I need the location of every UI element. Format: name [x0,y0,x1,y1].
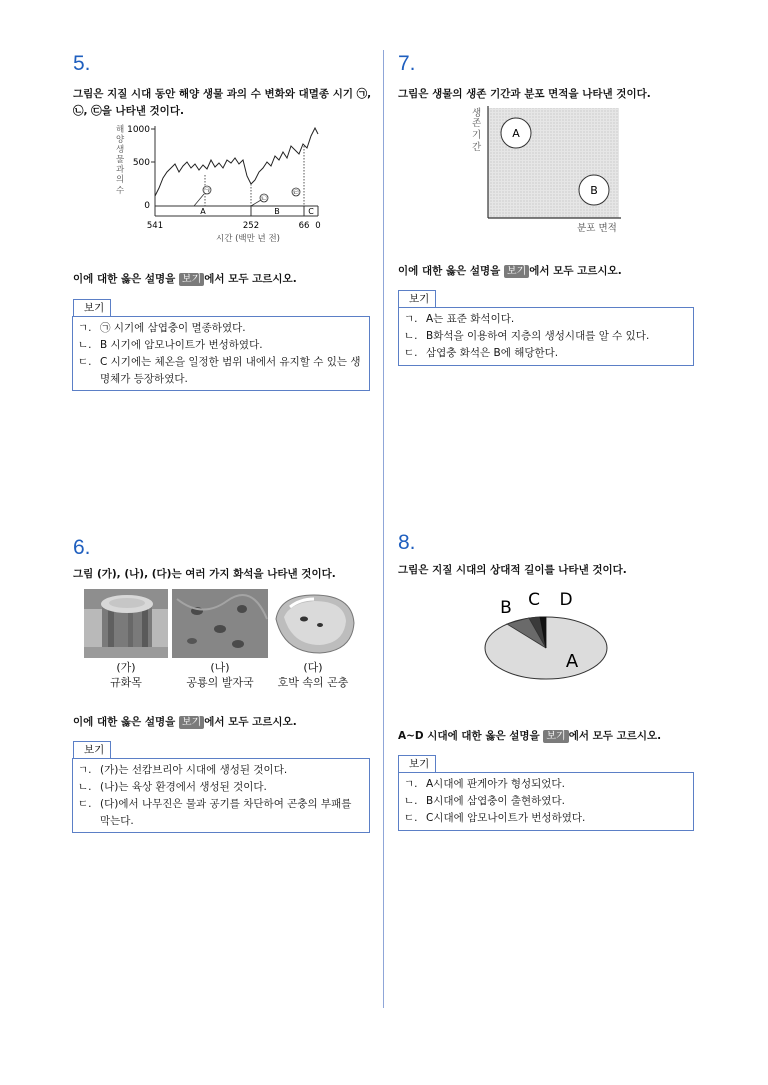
q8-label-c: C [528,590,540,610]
svg-text:B: B [590,184,598,197]
q7-survival-distribution-chart [466,104,626,238]
q5-item-2: ㄴ. B 시기에 암모나이트가 번성하였다. [78,339,263,351]
q8-label-a: A [565,651,579,672]
q5-event-2: ㉡ [260,195,268,203]
q6-caption-da: (다) 호박 속의 곤충 [277,661,349,689]
q5-ylabel-7: 수 [116,186,125,196]
q5-ylabel-2: 양 [116,135,125,145]
q8-label-b: B [500,598,512,618]
q5-ylabel-1: 해 [116,125,125,135]
question-5-number: 5. [73,52,91,75]
q5-period-b: B [274,207,280,216]
q7-item-1: ㄱ. A는 표준 화석이다. [404,313,515,325]
q7-ylabel-2: 존 [472,118,482,129]
q8-bogi-label: 보기 [398,755,436,772]
q6-item-3: ㄷ. (다)에서 나무진은 물과 공기를 차단하여 곤충의 부패를 막는다. [78,798,352,827]
svg-text:A: A [512,127,520,140]
q8-item-1: ㄱ. A시대에 판게아가 형성되었다. [404,778,565,790]
q5-ytick-0: 0 [144,201,150,211]
question-8-prompt: A~D 시대에 대한 옳은 설명을 보기 에서 모두 고르시오. [398,730,662,742]
question-6-number: 6. [73,536,91,559]
question-8-number: 8. [398,531,416,554]
q5-marine-family-chart [110,120,330,244]
q5-data-line [155,128,318,196]
q6-caption-na: (나) 공룡의 발자국 [186,661,254,689]
q6-bogi-box [72,758,370,833]
q5-xlabel: 시간 (백만 년 전) [215,234,281,244]
question-8-text: 그림은 지질 시대의 상대적 길이를 나타낸 것이다. [398,564,627,576]
q8-geologic-era-pie [480,586,620,686]
q6-photo-petrified-wood [84,589,168,658]
q8-item-2: ㄴ. B시대에 삼엽충이 출현하였다. [404,795,565,807]
q8-bogi-box [398,772,694,831]
q6-item-2: ㄴ. (나)는 육상 환경에서 생성된 것이다. [78,781,267,793]
question-7-text: 그림은 생물의 생존 기간과 분포 면적을 나타낸 것이다. [398,88,651,100]
question-5-text: 그림은 지질 시대 동안 해양 생물 과의 수 변화와 대멸종 시기 ㉠, ㉡, ㉢을 나타낸 것이다. [73,88,372,117]
question-6-prompt: 이에 대한 옳은 설명을 보기 에서 모두 고르시오. [73,716,297,728]
q7-item-3: ㄷ. 삼엽충 화석은 B에 해당한다. [404,347,559,359]
q5-bogi-box [72,316,370,391]
q7-ylabel-3: 기 [472,130,482,141]
q5-ytick-1000: 1000 [127,125,150,135]
q5-ytick-500: 500 [132,158,150,168]
question-7-prompt: 이에 대한 옳은 설명을 보기 에서 모두 고르시오. [398,265,622,277]
q5-event-3: ㉢ [292,189,300,197]
q6-photo-dinosaur-footprints [172,589,268,658]
q5-ylabel-3: 생 [116,145,125,155]
q8-item-3: ㄷ. C시대에 암모나이트가 번성하였다. [404,812,586,824]
column-divider [383,50,384,1008]
q5-period-a: A [200,207,206,216]
question-5-prompt: 이에 대한 옳은 설명을 보기 에서 모두 고르시오. [73,273,297,285]
q5-ylabel-6: 의 [116,175,125,185]
q5-bogi-label: 보기 [73,299,111,316]
q5-item-1: ㄱ. ㉠ 시기에 삼엽충이 멸종하였다. [78,322,246,334]
q6-bogi-label: 보기 [73,741,111,758]
q7-item-2: ㄴ. B화석을 이용하여 지층의 생성시대를 알 수 있다. [404,330,650,342]
q6-photo-amber-insect [270,589,356,658]
q7-ylabel-1: 생 [472,108,482,119]
q5-xtick-541: 541 [146,221,164,231]
q8-label-d: D [559,590,573,610]
q5-xtick-66: 66 [298,221,310,231]
q7-xlabel: 분포 면적 [577,223,617,234]
q5-ylabel-4: 물 [116,155,125,165]
q5-period-c: C [308,207,314,216]
q6-item-1: ㄱ. (가)는 선캄브리아 시대에 생성된 것이다. [78,764,288,776]
q5-ylabel-5: 과 [116,165,125,175]
q5-event-1: ㉠ [203,187,211,195]
q5-xtick-0: 0 [315,221,321,231]
q7-ylabel-4: 간 [472,142,482,153]
q6-caption-ga: (가) 규화목 [110,661,142,689]
q7-bogi-box [398,307,694,366]
question-7-number: 7. [398,52,416,75]
question-6-text: 그림 (가), (나), (다)는 여러 가지 화석을 나타낸 것이다. [73,568,336,580]
q5-xtick-252: 252 [242,221,260,231]
q5-item-3: ㄷ. C 시기에는 체온을 일정한 범위 내에서 유지할 수 있는 생명체가 등장하였다. [78,356,361,385]
q7-bogi-label: 보기 [398,290,436,307]
